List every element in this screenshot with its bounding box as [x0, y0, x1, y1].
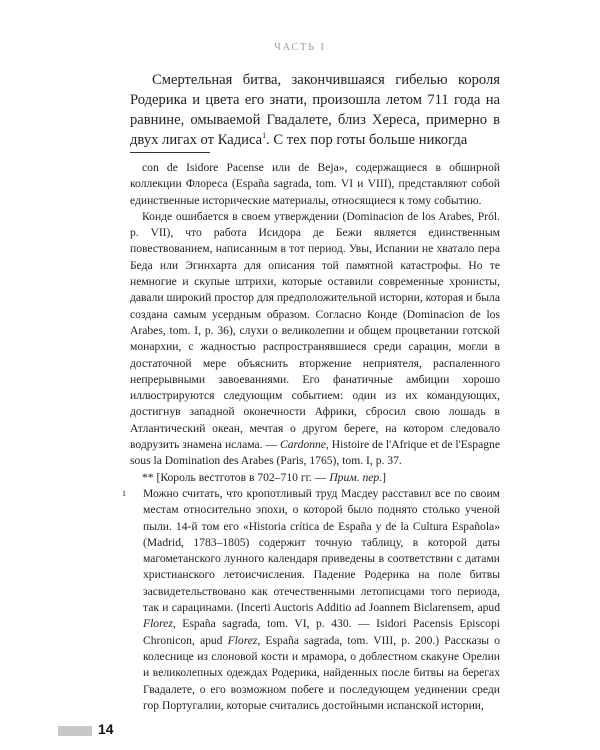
footnote-1	[122, 486, 500, 714]
paragraph-text: Смертельная битва, закончившаяся гибелью короля Родерика и цвета его знати, произошла летом 711 года на равнине, омываемой Гвадалете, близ Хереса, примерно в двух лигах от Кадиса	[130, 72, 500, 148]
paragraph-text-tail: . С тех пор готы больше никогда	[266, 132, 468, 148]
footnote-rule	[130, 152, 210, 153]
page-number: 14	[98, 721, 114, 737]
translator-note-end: ]	[382, 470, 386, 484]
main-paragraph	[130, 70, 500, 150]
footnote-conde-author: Cardonne	[280, 438, 326, 452]
footnote-1-text-a: Можно считать, что кропотливый труд Масдеу расставил все по своим местам относительно эпохи, о которой было поднято столько ученой пыли. 14-й том его «Historia crítica de España y de la Cultura Española» (Madrid, 1783–1805) содержит точную таблицу, в которой даты магометанского лунного календаря приведены в соответствии с датами христианского летоисчисления. Падение Родерика на поле битвы засвидетельствовано как отечественными летописцами того периода, так и сарацинами. (Incerti Auctoris Additio ad Joannem Biclarensem, apud	[143, 486, 500, 615]
footnote-conde-tail: , Histoire de l'Afrique et de l'Espagne sous la Domination des Arabes (Paris, 1765), tom. I, p. 37.	[130, 438, 500, 468]
footnote-1-florez-1: Florez	[143, 617, 173, 631]
footnote-continuation: con de Isidore Pacense или de Beja», содержащиеся в обширной коллекции Флореса (España sagrada, tom. VI и VIII), представляют собой единственные исторические материалы, относящиеся к тому событию.	[130, 161, 500, 207]
footnote-1-mark: 1	[122, 488, 126, 498]
footnote-conde-text: Конде ошибается в своем утверждении (Dominacion de los Arabes, Pról. p. VII), что работа Исидора де Бежи является единственным повествованием, написанным в тот период. Увы, Испании не хватало пера Беда или Эгинхарта для описания той памятной катастрофы. Но те немногие и скупые штрихи, которые оставили современные хронисты, давали широкий простор для предположительной истории, которая и была создана самым усердным образом. Согласно Конде (Dominacion de los Arabes, tom. I, p. 36), слухи о великолепии и общем процветании готской монархии, с жадностью распространявшиеся среди сарацин, могли в достаточной мере объяснить вторжение неприятеля, распаленного непрерывными завоеваниями. Его фанатичные амбиции хорошо иллюстрируются следующим событием: один из их командующих, достигнув западной оконечности Африки, сбросил свою лошадь в Атлантический океан, мечтая о другом береге, на котором следовало водрузить знамена ислама. —	[130, 209, 500, 452]
translator-note-start: ** [Король вестготов в 702–710 гг. —	[142, 470, 330, 484]
translator-note	[130, 470, 500, 486]
running-head: ЧАСТЬ I	[274, 42, 326, 53]
folio-bar	[58, 726, 92, 736]
footnote-1-text-b: , España sagrada, tom. VI, p. 430. — Isidori Pacensis Episcopi Chronicon, apud	[143, 617, 500, 647]
footnote-1-florez-2: Florez	[227, 633, 258, 647]
footnote-conde	[130, 209, 500, 470]
translator-note-em: Прим. пер.	[329, 470, 383, 484]
footnotes	[122, 160, 500, 714]
footnote-ref-1: 1	[262, 131, 267, 141]
footnote-1-text-c: , España sagrada, tom. VIII, p. 200.) Рассказы о колеснице из слоновой кости и мрамора, о доблестном скакуне Орелии и великолепных одеждах Родерика, найденных после битвы на берегах Гвадалете, о его возможном побеге и последующем уединении среди гор Португалии, которые считались достойными испанской истории,	[143, 633, 500, 712]
